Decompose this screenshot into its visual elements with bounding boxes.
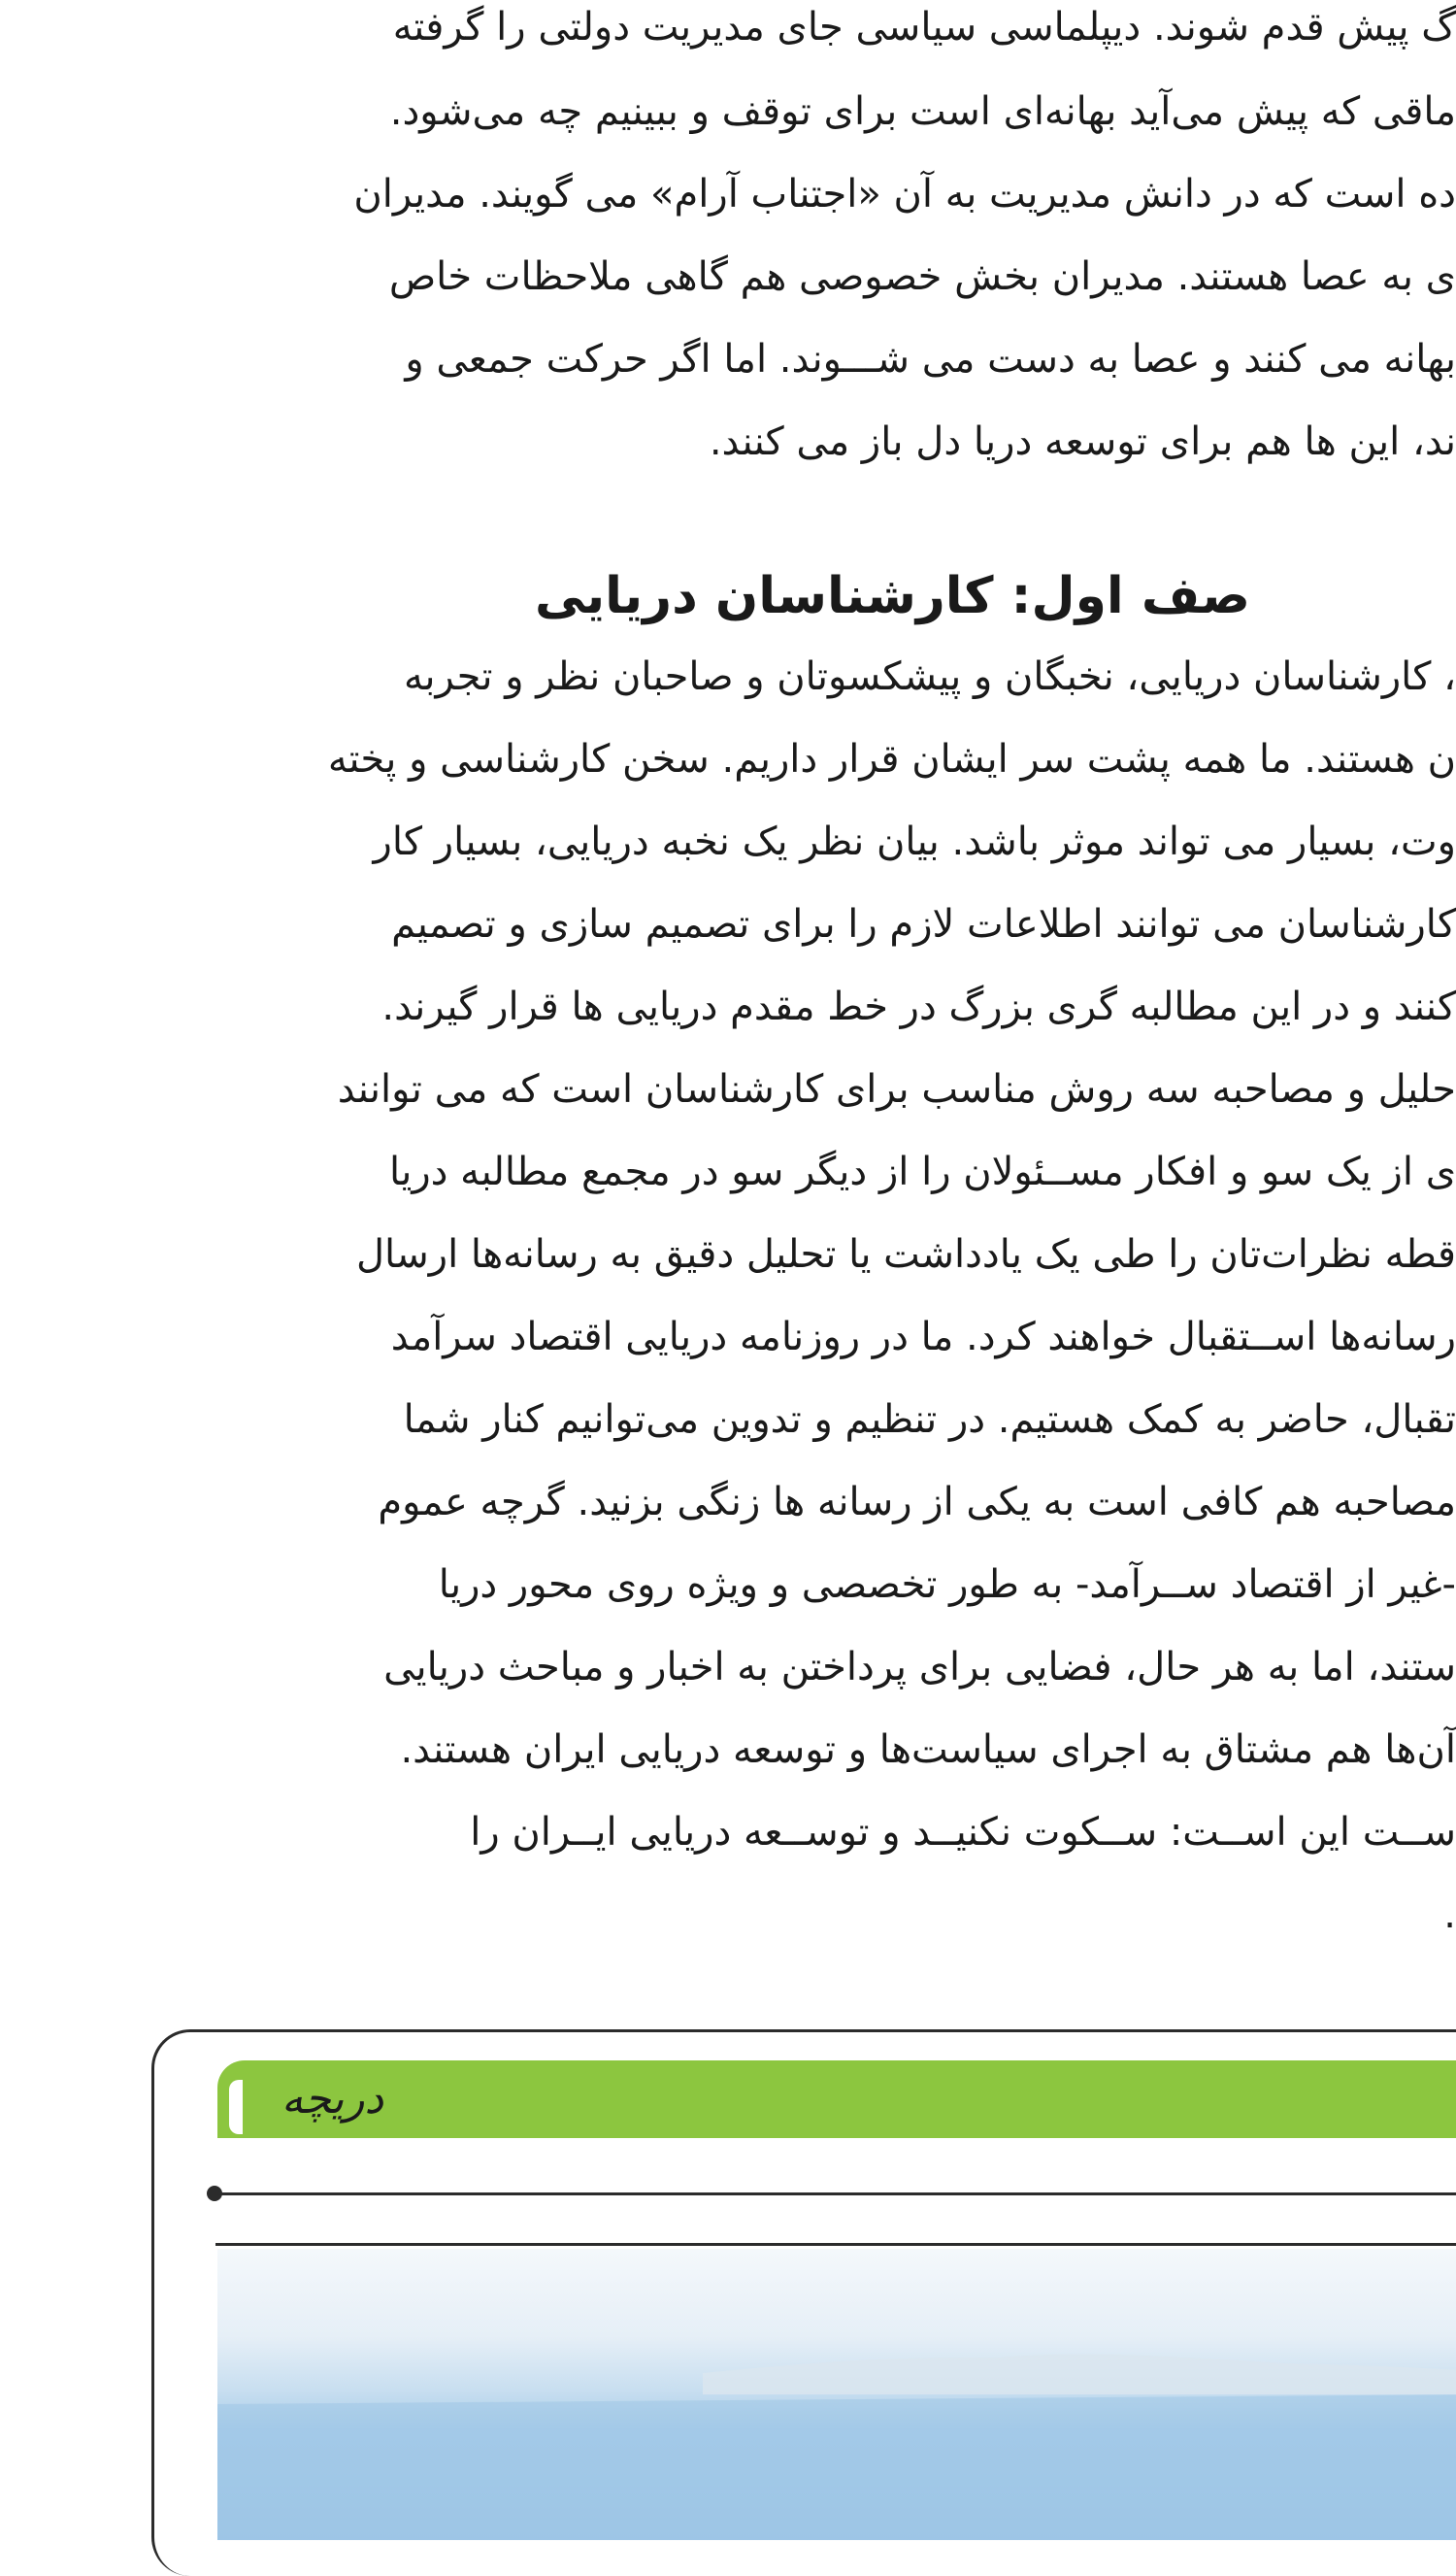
text-line: -غیر از اقتصاد ســرآمد- به طور تخصصی و ویژه روی محور دریا: [438, 1562, 1456, 1607]
text-line: کنند و در این مطالبه گری بزرگ در خط مقدم دریایی ها قرار گیرند.: [381, 985, 1456, 1029]
text-line: ند، این ها هم برای توسعه دریا دل باز می کنند.: [709, 419, 1456, 464]
sidebar-box-banner: [217, 2060, 1456, 2138]
sidebar-box-title: دریچه: [281, 2074, 384, 2124]
text-line: ستند، اما به هر حال، فضایی برای پرداختن به اخبار و مباحث دریایی: [383, 1645, 1456, 1689]
sea-horizon-photo: [217, 2249, 1456, 2540]
text-line: مصاحبه هم کافی است به یکی از رسانه ها زنگی بزنید. گرچه عموم: [378, 1480, 1456, 1524]
banner-notch: [229, 2080, 243, 2134]
text-line: قطه نظرات‌تان را طی یک یادداشت یا تحلیل دقیق به رسانه‌ها ارسال: [355, 1232, 1456, 1277]
text-line: ی به عصا هستند. مدیران بخش خصوصی هم گاهی ملاحظات خاص: [388, 254, 1456, 299]
text-line: ماقی که پیش می‌آید بهانه‌ای است برای توقف و ببینیم چه می‌شود.: [389, 89, 1456, 134]
text-line: حلیل و مصاحبه سه روش مناسب برای کارشناسان است که می توانند: [337, 1067, 1456, 1112]
text-line: کارشناسان می توانند اطلاعات لازم را برای تصمیم سازی و تصمیم: [391, 902, 1456, 947]
text-line: تقبال، حاضر به کمک هستیم. در تنظیم و تدوین می‌توانیم کنار شما: [403, 1397, 1456, 1442]
text-line: ن هستند. ما همه پشت سر ایشان قرار داریم. سخن کارشناسی و پخته: [327, 737, 1456, 782]
text-line: ده است که در دانش مدیریت به آن «اجتناب آرام» می گویند. مدیران: [353, 172, 1456, 217]
text-line: .: [1443, 1892, 1456, 1937]
text-line: ســت این اســت: ســکوت نکنیــد و توســعه دریایی ایــران را: [470, 1810, 1456, 1855]
section-heading: صف اول: کارشناسان دریایی: [535, 567, 1250, 625]
text-line: بهانه می کنند و عصا به دست می شـــوند. اما اگر حرکت جمعی و: [405, 337, 1456, 382]
text-line: آن‌ها هم مشتاق به اجرای سیاست‌ها و توسعه دریایی ایران هستند.: [400, 1727, 1456, 1772]
text-line: رسانه‌ها اســتقبال خواهند کرد. ما در روزنامه دریایی اقتصاد سرآمد: [390, 1315, 1456, 1359]
photo-horizon: [217, 2249, 1456, 2540]
text-line: ی از یک سو و افکار مســئولان را از دیگر سو در مجمع مطالبه دریا: [389, 1150, 1456, 1194]
text-line: ﮒ پیش قدم شوند. دیپلماسی سیاسی جای مدیریت دولتی را گرفته: [392, 5, 1456, 50]
text-line: وت، بسیار می تواند موثر باشد. بیان نظر یک نخبه دریایی، بسیار کار: [373, 820, 1456, 864]
divider-rule: [215, 2192, 1456, 2195]
text-line: ، کارشناسان دریایی، نخبگان و پیشکسوتان و صاحبان نظر و تجربه: [403, 654, 1456, 699]
divider-rule: [215, 2243, 1456, 2246]
